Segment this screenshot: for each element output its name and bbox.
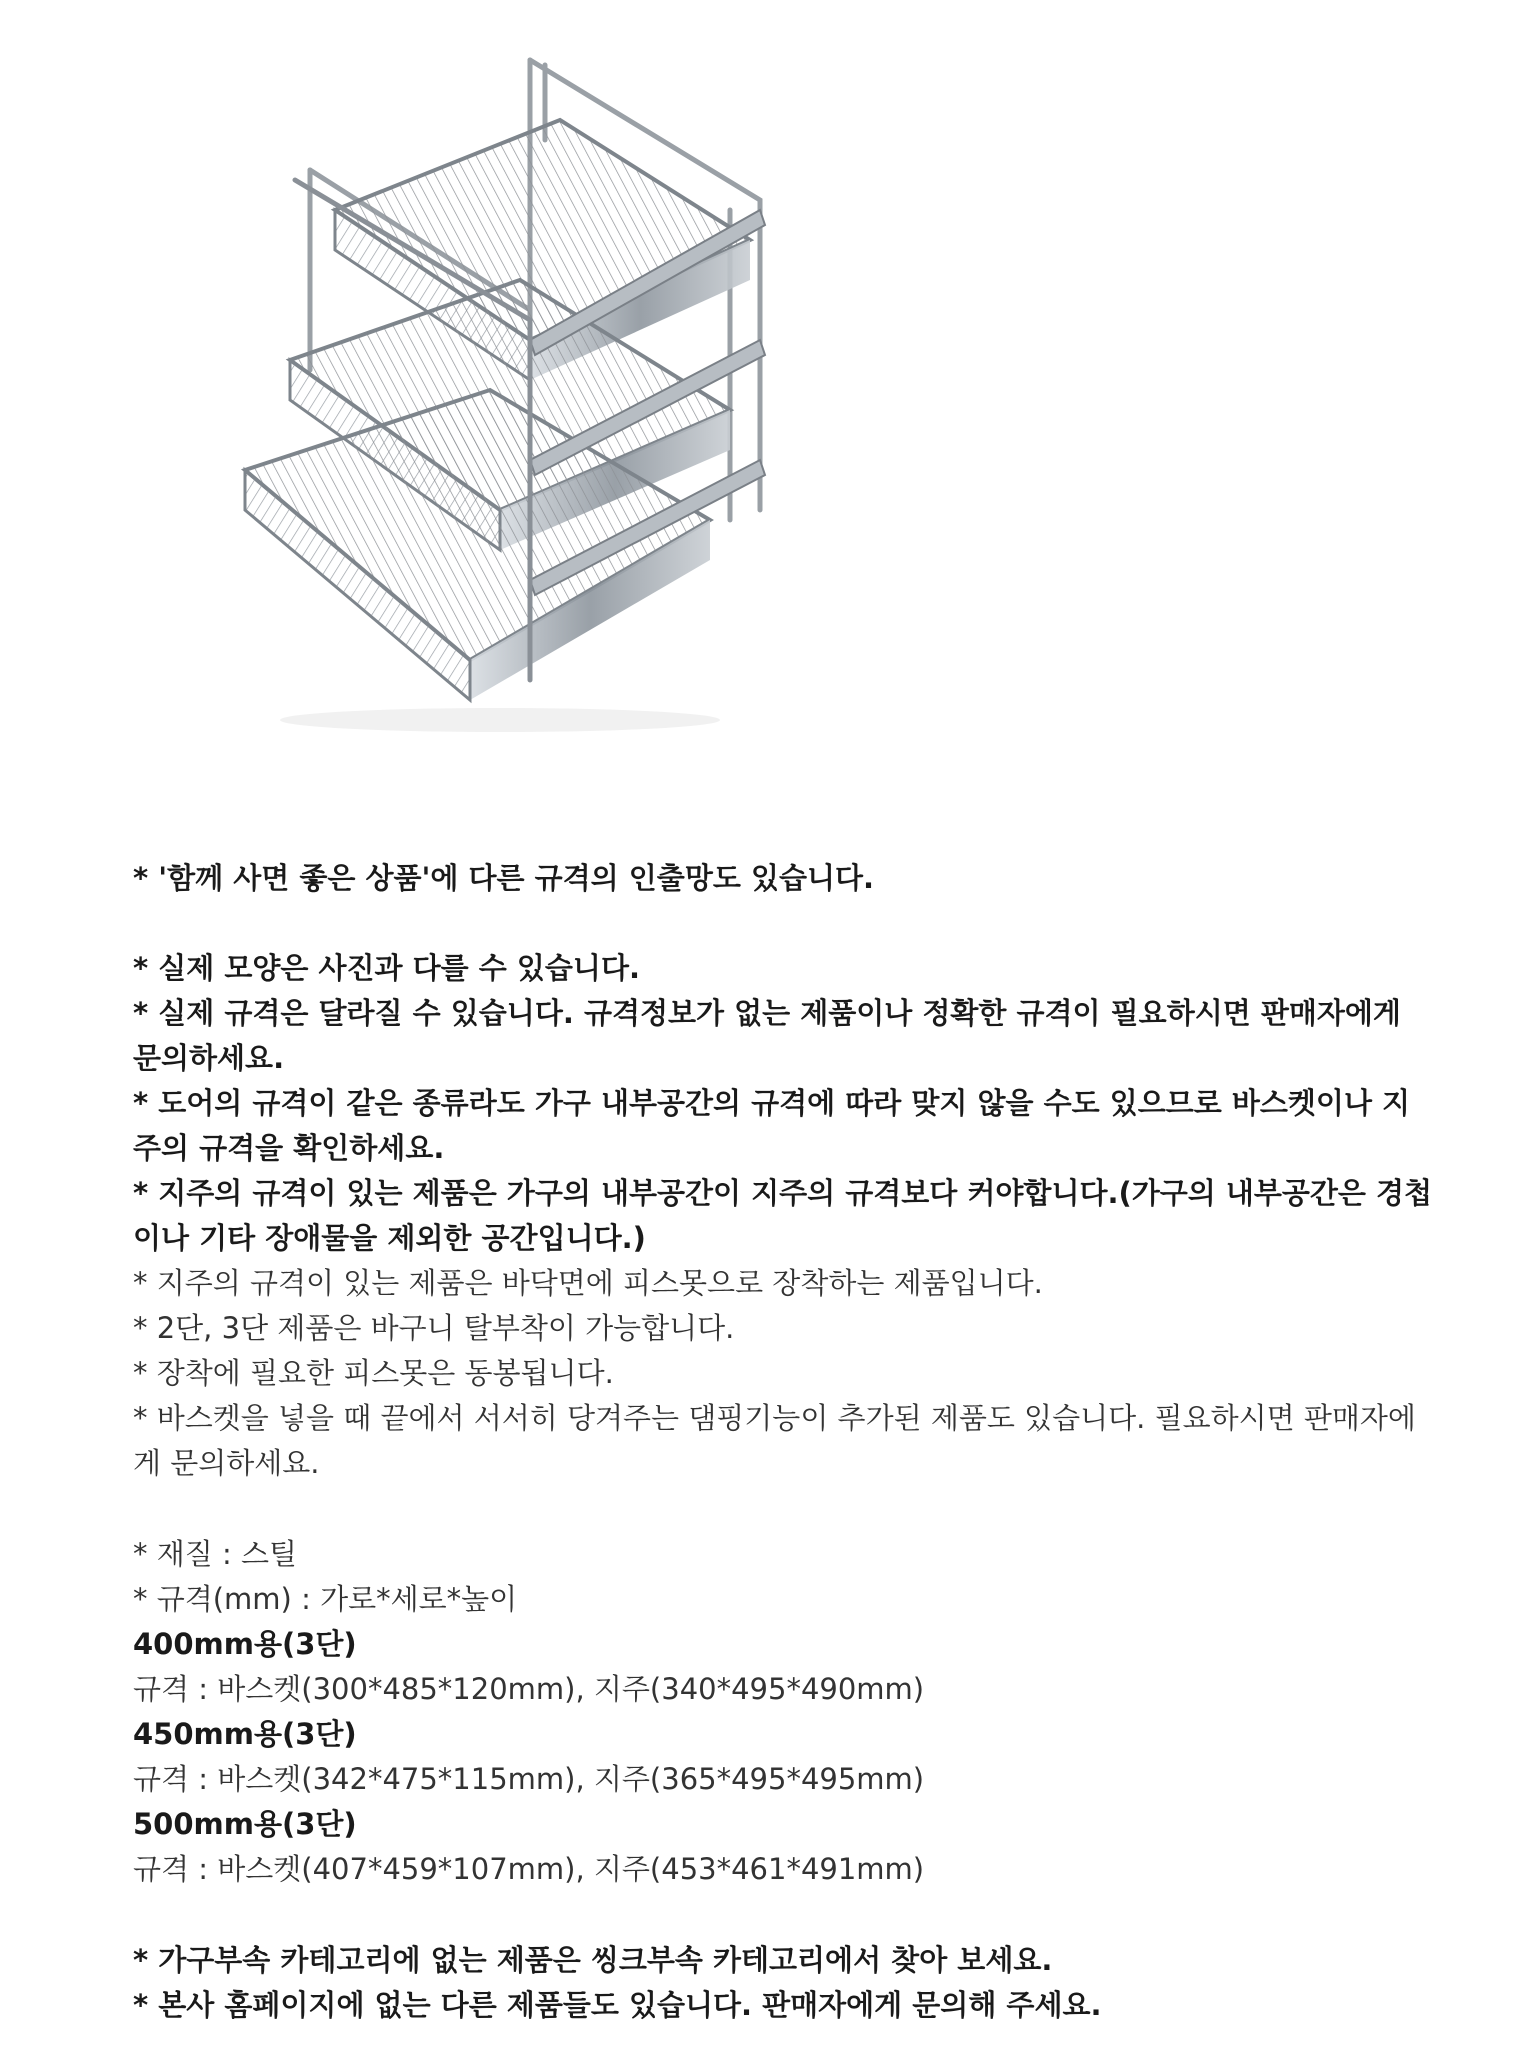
info-line: 게 문의하세요. <box>133 1446 320 1480</box>
footer-note: * 가구부속 카테고리에 없는 제품은 씽크부속 카테고리에서 찾아 보세요. <box>133 1943 1053 1977</box>
info-line: * 바스켓을 넣을 때 끝에서 서서히 당겨주는 댐핑기능이 추가된 제품도 있습니다. 필요하시면 판매자에 <box>133 1401 1416 1435</box>
wire-basket-rack-image <box>200 40 800 740</box>
notice-line: * 실제 모양은 사진과 다를 수 있습니다. <box>133 951 640 985</box>
model-spec: 규격 : 바스켓(342*475*115mm), 지주(365*495*495mm) <box>133 1762 925 1796</box>
notice-line: 문의하세요. <box>133 1041 285 1075</box>
model-spec: 규격 : 바스켓(407*459*107mm), 지주(453*461*491mm) <box>133 1852 925 1886</box>
notice-line: 주의 규격을 확인하세요. <box>133 1131 445 1165</box>
related-products-note: * '함께 사면 좋은 상품'에 다른 규격의 인출망도 있습니다. <box>133 861 875 895</box>
notice-line: 이나 기타 장애물을 제외한 공간입니다.) <box>133 1221 646 1255</box>
notice-line: * 실제 규격은 달라질 수 있습니다. 규격정보가 없는 제품이나 정확한 규격이 필요하시면 판매자에게 <box>133 996 1401 1030</box>
product-notice <box>133 856 1433 2028</box>
model-title: 400mm용(3단) <box>133 1627 357 1661</box>
notice-line: * 도어의 규격이 같은 종류라도 가구 내부공간의 규격에 따라 맞지 않을 수도 있으므로 바스켓이나 지 <box>133 1086 1411 1120</box>
footer-note: * 본사 홈페이지에 없는 다른 제품들도 있습니다. 판매자에게 문의해 주세요. <box>133 1988 1102 2022</box>
info-line: * 2단, 3단 제품은 바구니 탈부착이 가능합니다. <box>133 1311 735 1345</box>
dimension-format: * 규격(mm) : 가로*세로*높이 <box>133 1582 518 1616</box>
info-line: * 지주의 규격이 있는 제품은 바닥면에 피스못으로 장착하는 제품입니다. <box>133 1266 1043 1300</box>
model-spec: 규격 : 바스켓(300*485*120mm), 지주(340*495*490mm) <box>133 1672 925 1706</box>
material-spec: * 재질 : 스틸 <box>133 1537 297 1571</box>
info-line: * 장착에 필요한 피스못은 동봉됩니다. <box>133 1356 614 1390</box>
model-title: 500mm용(3단) <box>133 1807 357 1841</box>
notice-line: * 지주의 규격이 있는 제품은 가구의 내부공간이 지주의 규격보다 커야합니다.(가구의 내부공간은 경첩 <box>133 1176 1433 1210</box>
model-title: 450mm용(3단) <box>133 1717 357 1751</box>
